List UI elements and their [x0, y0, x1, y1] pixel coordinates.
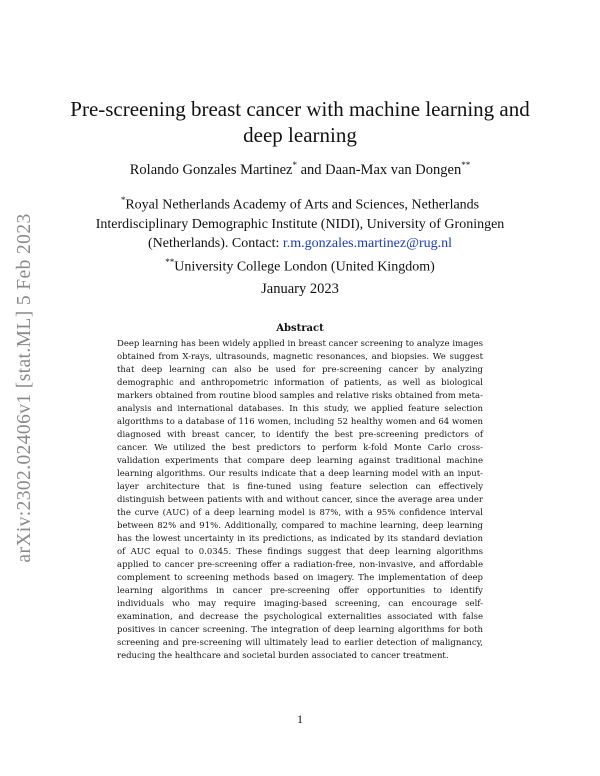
affiliations	[82, 191, 518, 276]
arxiv-identifier: arXiv:2302.02406v1 [stat.ML] 5 Feb 2023	[14, 213, 35, 563]
author-line	[60, 160, 540, 179]
affiliation-2-text: University College London (United Kingdom)	[174, 259, 435, 275]
publication-date: January 2023	[261, 281, 339, 297]
author-first-mark: *	[292, 160, 297, 170]
author-second-mark: **	[461, 160, 471, 170]
author-first: Rolando Gonzales Martinez	[129, 161, 293, 178]
affiliation-mark-1: *	[120, 195, 126, 205]
author-second: Daan-Max van Dongen	[325, 161, 462, 178]
affiliation-1-text: Royal Netherlands Academy of Arts and Sciences, Netherlands Interdisciplinary Demographic Institute (NIDI), University of Groningen (Netherlands). Contact:	[95, 197, 505, 251]
page-number: 1	[297, 712, 303, 726]
contact-email-link[interactable]: r.m.gonzales.martinez@rug.nl	[282, 235, 453, 251]
affiliation-mark-2: **	[165, 256, 175, 267]
abstract-heading: Abstract	[276, 323, 324, 334]
paper-title: Pre-screening breast cancer with machine learning and deep learning	[70, 97, 530, 147]
author-joiner: and	[296, 161, 326, 178]
abstract-body: Deep learning has been widely applied in breast cancer screening to analyze images obtained from X-rays, ultrasounds, magnetic resonances, and biopsies. We suggest that deep learning can also be used for pre-screening cancer by analyzing demographic and anthropometric information of patients, as well as biological markers obtained from routine blood samples and relative risks obtained from meta-analysis and international databases. In this study, we applied feature selection algorithms to a database of 116 women, including 52 healthy women and 64 women diagnosed with breast cancer, to identify the best pre-screening predictors of cancer. We utilized the best predictors to perform k-fold Monte Carlo cross-validation experiments that compare deep learning against traditional machine learning algorithms. Our results indicate that a deep learning model with an input-layer architecture that is fine-tuned using feature selection can effectively distinguish between patients with and without cancer, since the average area under the curve (AUC) of a deep learning model is 87%, with a 95% confidence interval between 82% and 91%. Additionally, compared to machine learning, deep learning has the lowest uncertainty in its predictions, as indicated by its standard deviation of AUC equal to 0.0345. These findings suggest that deep learning algorithms applied to cancer pre-screening offer a radiation-free, non-invasive, and affordable complement to screening methods based on imagery. The implementation of deep learning algorithms in cancer pre-screening offer opportunities to identify individuals who may require imaging-based screening, can encourage self-examination, and decrease the psychological externalities associated with false positives in cancer screening. The integration of deep learning algorithms for both screening and pre-screening will ultimately lead to earlier detection of malignancy, reducing the healthcare and societal burden associated to cancer treatment.	[117, 339, 483, 661]
